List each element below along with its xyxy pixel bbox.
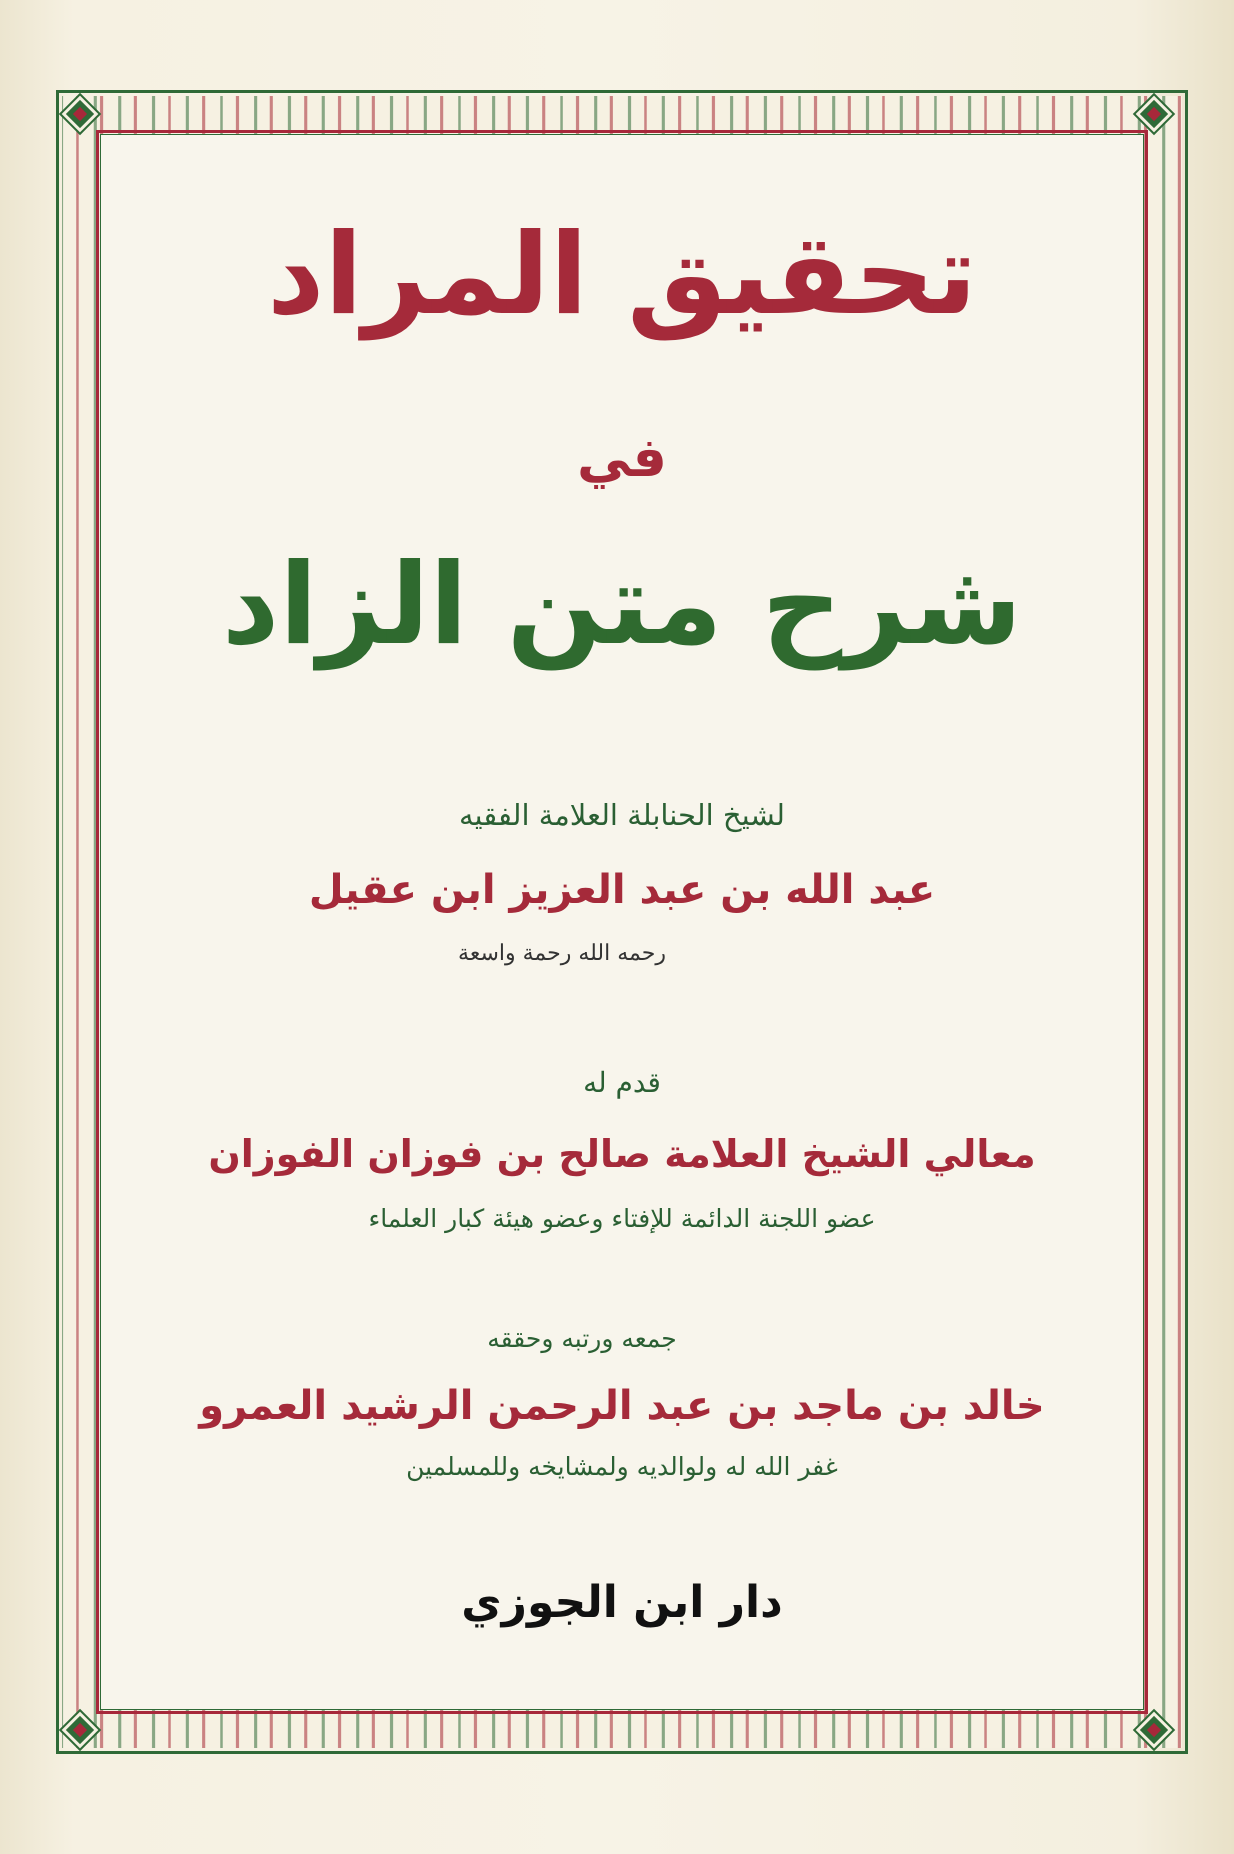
book-title-main: تحقيق المراد [266, 210, 978, 340]
foreword-title: عضو اللجنة الدائمة للإفتاء وعضو هيئة كبار العلماء [368, 1204, 876, 1233]
foreword-name: معالي الشيخ العلامة صالح بن فوزان الفوزان [208, 1132, 1036, 1176]
compiler-label: جمعه ورتبه وحققه [487, 1324, 677, 1353]
book-title-connector: في [577, 426, 667, 489]
author-name: عبد الله بن عبد العزيز ابن عقيل [308, 867, 936, 913]
author-prayer: رحمه الله رحمة واسعة [458, 941, 666, 966]
foreword-label: قدم له [583, 1066, 661, 1099]
compiler-name: خالد بن ماجد بن عبد الرحمن الرشيد العمرو [199, 1383, 1045, 1429]
compiler-prayer: غفر الله له ولوالديه ولمشايخه وللمسلمين [406, 1452, 838, 1481]
title-page-content [110, 150, 1134, 1700]
publisher-name: دار ابن الجوزي [461, 1577, 783, 1628]
author-intro: لشيخ الحنابلة العلامة الفقيه [458, 798, 786, 832]
book-title-sub: شرح متن الزاد [221, 540, 1023, 670]
